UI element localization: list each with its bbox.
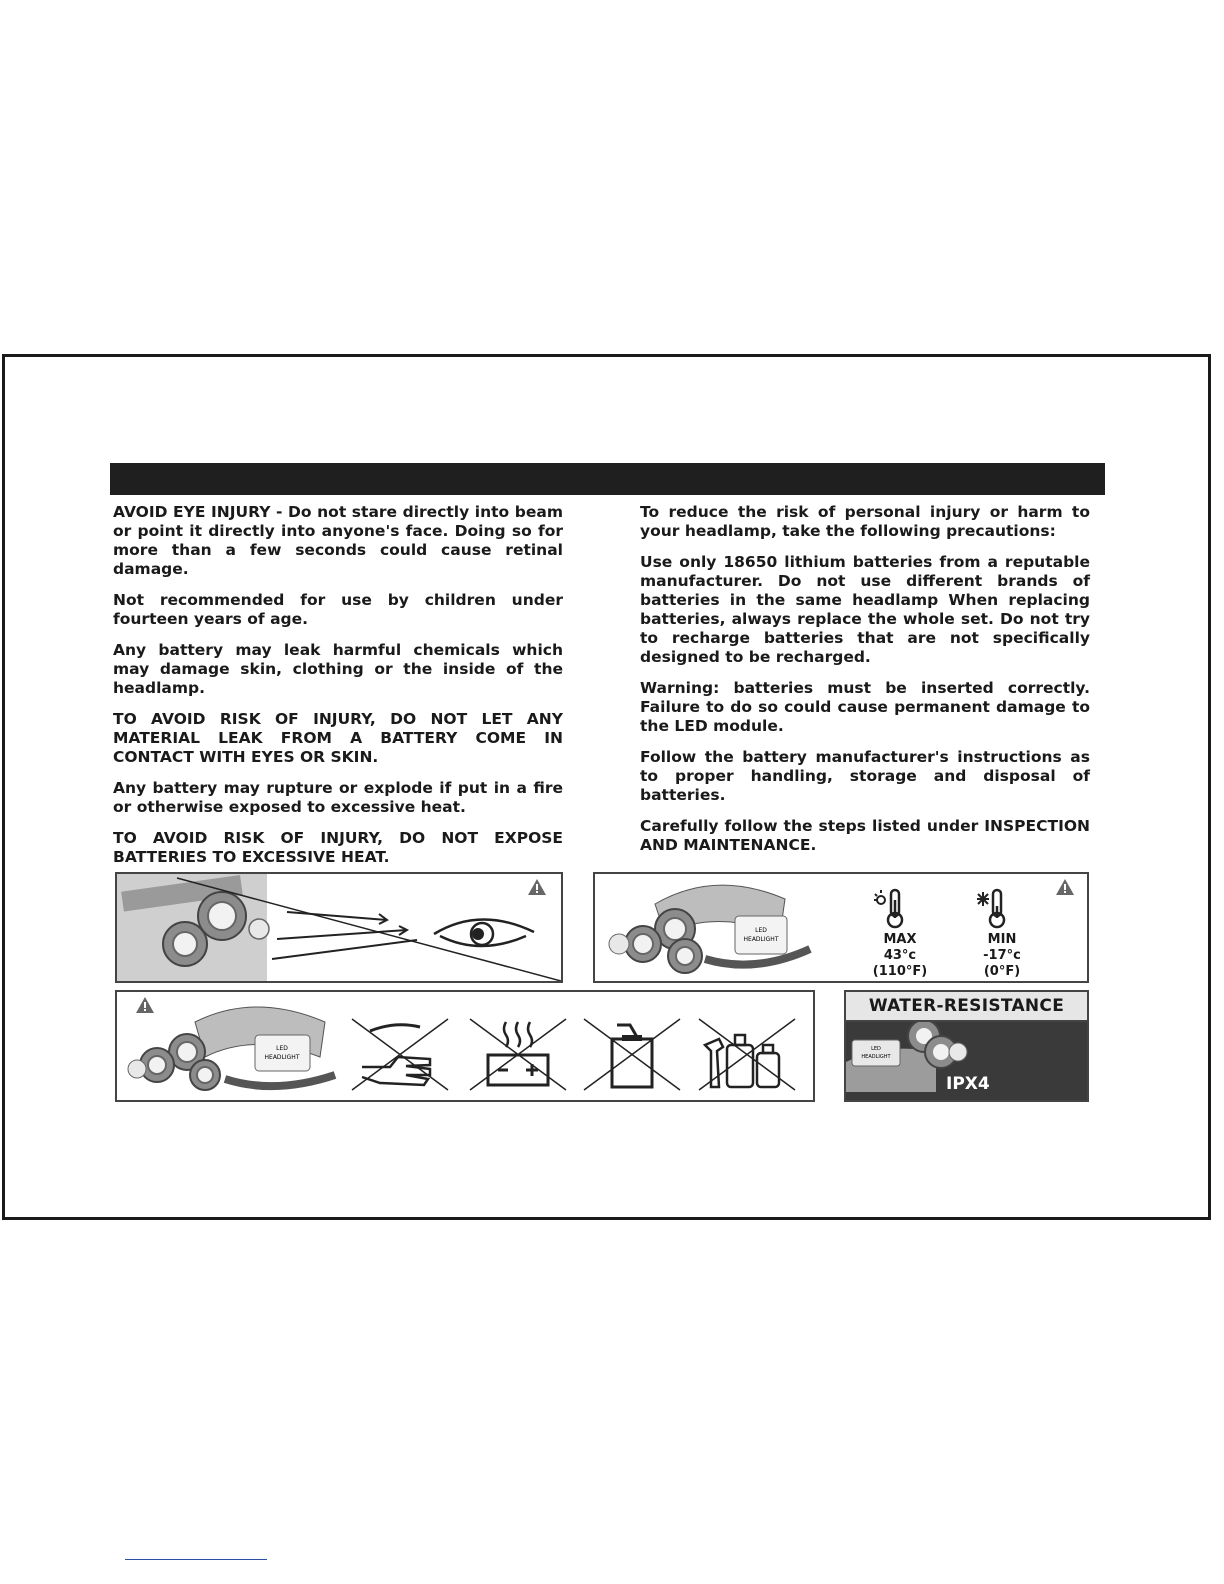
max-temperature — [865, 932, 935, 980]
water-resistance-title: WATER-RESISTANCE — [846, 992, 1087, 1022]
eye-icon — [430, 912, 540, 952]
no-fuel-can-icon — [582, 1017, 682, 1092]
svg-text:LED: LED — [276, 1045, 288, 1052]
battery-leak-paragraph: Any battery may leak harmful chemicals which may damage skin, clothing or the inside of the headlamp. — [113, 641, 563, 697]
svg-text:HEADLIGHT: HEADLIGHT — [743, 936, 779, 943]
svg-text:HEADLIGHT: HEADLIGHT — [861, 1054, 891, 1060]
thermometer-cold-icon — [975, 886, 1015, 930]
no-hand-contact-icon — [350, 1017, 450, 1092]
no-heat-battery-icon — [468, 1017, 568, 1092]
water-resistance-panel — [844, 990, 1089, 1102]
min-temperature — [967, 932, 1037, 980]
min-label: MIN — [987, 932, 1017, 947]
no-chemical-bottles-icon — [697, 1017, 797, 1092]
battery-type-paragraph: Use only 18650 lithium batteries from a reputable manufacturer. Do not use different brands of batteries in the same headlamp When replacing batteries, always replace the whole set. Do not try to recharge batteries that are not specifically designed to be recharged. — [640, 553, 1090, 666]
warning-triangle-icon — [527, 878, 547, 896]
battery-explode-paragraph: Any battery may rupture or explode if put in a fire or otherwise exposed to excessive heat. — [113, 779, 563, 816]
insert-correctly-paragraph: Warning: batteries must be inserted correctly. Failure to do so could cause permanent damage to the LED module. — [640, 679, 1090, 735]
manufacturer-instructions-paragraph: Follow the battery manufacturer's instructions as to proper handling, storage and disposal of batteries. — [640, 748, 1090, 804]
leak-contact-warning: TO AVOID RISK OF INJURY, DO NOT LET ANY MATERIAL LEAK FROM A BATTERY COME IN CONTACT WITH EYES OR SKIN. — [113, 710, 563, 766]
max-celsius: 43°c — [883, 948, 917, 963]
eye-warning-panel — [115, 872, 563, 983]
svg-text:HEADLIGHT: HEADLIGHT — [264, 1054, 300, 1061]
svg-text:LED: LED — [871, 1046, 881, 1052]
max-label: MAX — [883, 932, 917, 947]
precautions-intro: To reduce the risk of personal injury or harm to your headlamp, take the following precautions: — [640, 503, 1090, 540]
inspection-paragraph: Carefully follow the steps listed under INSPECTION AND MAINTENANCE. — [640, 817, 1090, 854]
headlamp-illustration — [595, 874, 825, 981]
eye-injury-paragraph: AVOID EYE INJURY - Do not stare directly into beam or point it directly into anyone's face. Doing so for more than a few seconds could cause retinal damage. — [113, 503, 563, 578]
min-celsius: -17°c — [983, 948, 1021, 963]
headlamp-illustration — [125, 997, 340, 1097]
ipx-rating: IPX4 — [946, 1074, 990, 1094]
footer-link-underline — [125, 1559, 267, 1560]
prohibitions-panel — [115, 990, 815, 1102]
left-text-column — [113, 503, 563, 879]
children-paragraph: Not recommended for use by children under fourteen years of age. — [113, 591, 563, 628]
heat-warning: TO AVOID RISK OF INJURY, DO NOT EXPOSE BATTERIES TO EXCESSIVE HEAT. — [113, 829, 563, 866]
section-header-bar — [110, 463, 1105, 495]
min-fahrenheit: (0°F) — [983, 964, 1021, 979]
max-fahrenheit: (110°F) — [872, 964, 928, 979]
warning-triangle-icon — [1055, 878, 1075, 896]
svg-text:LED: LED — [755, 927, 767, 934]
thermometer-hot-icon — [873, 886, 913, 930]
temperature-panel — [593, 872, 1089, 983]
right-text-column — [640, 503, 1090, 867]
